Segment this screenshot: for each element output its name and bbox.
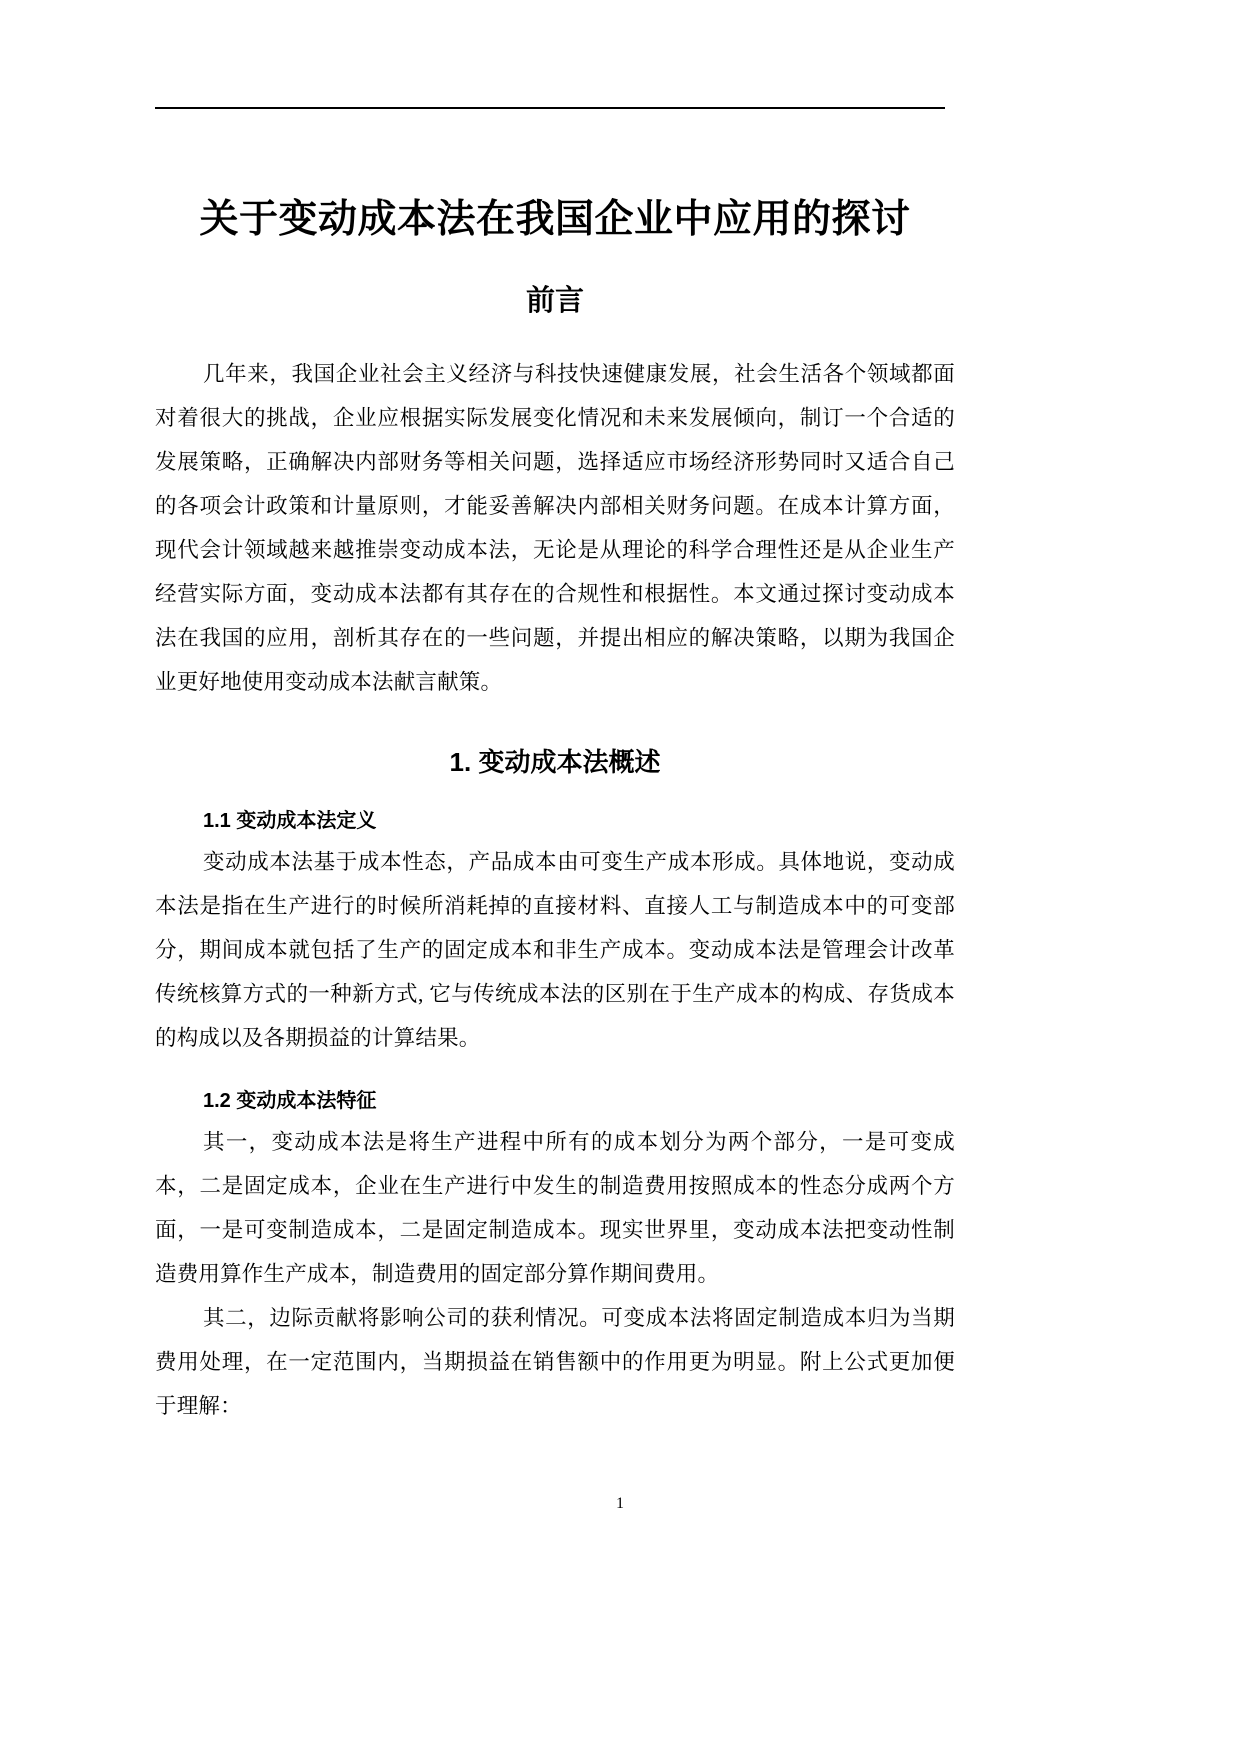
page-title: 关于变动成本法在我国企业中应用的探讨 bbox=[199, 198, 911, 241]
section-1-2-heading: 1.2 变动成本法特征 bbox=[203, 1090, 377, 1113]
section-1-2-paragraph-2: 其二，边际贡献将影响公司的获利情况。可变成本法将固定制造成本归为当期费用处理，在一定范围内，当期损益在销售额中的作用更为明显。附上公式更加便于理解： bbox=[155, 1306, 955, 1419]
header-divider-rule bbox=[155, 107, 945, 109]
document-body bbox=[155, 170, 955, 1428]
section-1-1-paragraph: 变动成本法基于成本性态，产品成本由可变生产成本形成。具体地说，变动成本法是指在生产进行的时候所消耗掉的直接材料、直接人工与制造成本中的可变部分，期间成本就包括了生产的固定成本和非生产成本。变动成本法是管理会计改革传统核算方式的一种新方式, 它与传统成本法的区别在于生产成本的构成、存货成本的构成以及各期损益的计算结果。 bbox=[155, 850, 955, 1051]
section-1-2-paragraph-1: 其一，变动成本法是将生产进程中所有的成本划分为两个部分，一是可变成本，二是固定成本，企业在生产进行中发生的制造费用按照成本的性态分成两个方面，一是可变制造成本，二是固定制造成本。现实世界里，变动成本法把变动性制造费用算作生产成本，制造费用的固定部分算作期间费用。 bbox=[155, 1130, 955, 1287]
preface-heading: 前言 bbox=[525, 285, 584, 318]
page-number: 1 bbox=[616, 1495, 624, 1512]
section-1-1-heading: 1.1 变动成本法定义 bbox=[203, 810, 377, 833]
section-1-heading: 1. 变动成本法概述 bbox=[449, 746, 661, 777]
preface-paragraph: 几年来，我国企业社会主义经济与科技快速健康发展，社会生活各个领域都面对着很大的挑战，企业应根据实际发展变化情况和未来发展倾向，制订一个合适的发展策略，正确解决内部财务等相关问题，选择适应市场经济形势同时又适合自己的各项会计政策和计量原则，才能妥善解决内部相关财务问题。在成本计算方面，现代会计领域越来越推崇变动成本法，无论是从理论的科学合理性还是从企业生产经营实际方面，变动成本法都有其存在的合规性和根据性。本文通过探讨变动成本法在我国的应用，剖析其存在的一些问题，并提出相应的解决策略，以期为我国企业更好地使用变动成本法献言献策。 bbox=[155, 361, 955, 694]
